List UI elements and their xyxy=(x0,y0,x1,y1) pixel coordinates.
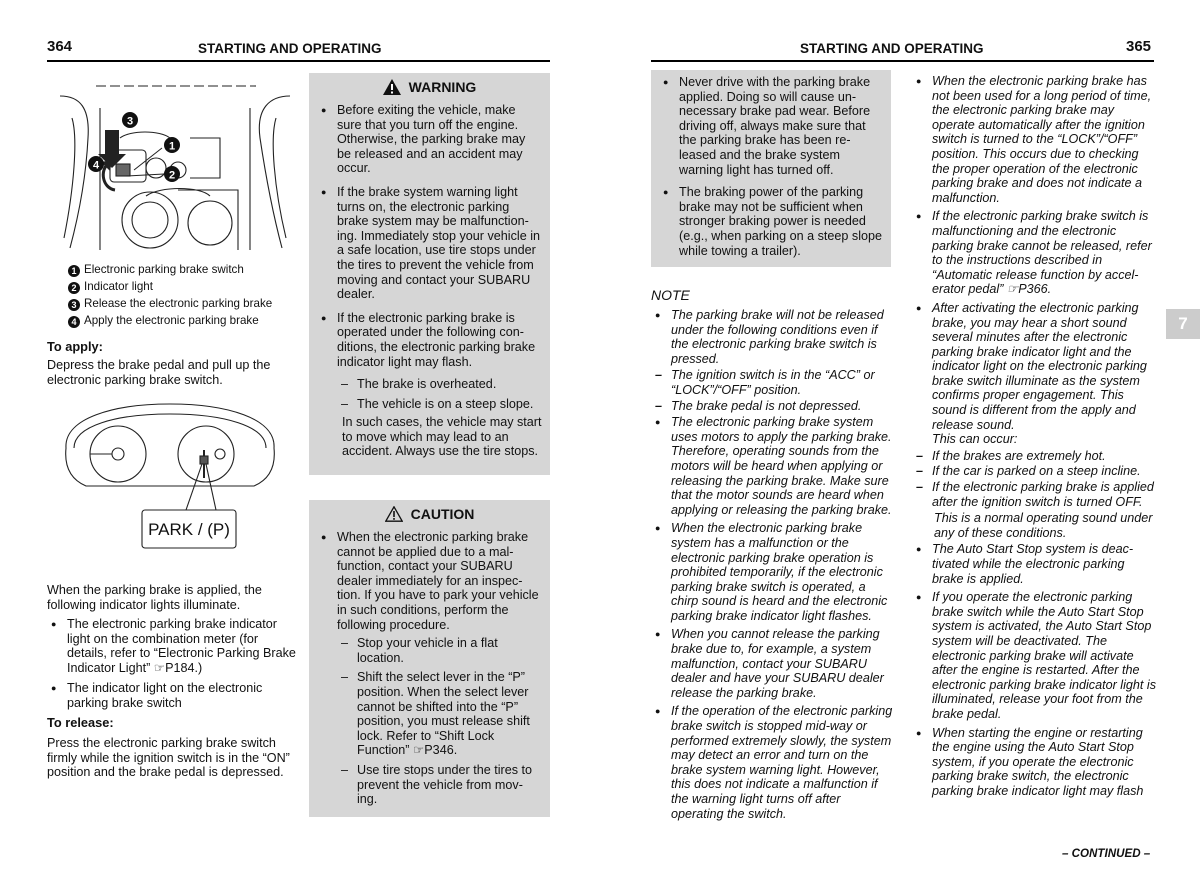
header-rule-right xyxy=(651,60,1154,62)
list-item: – Stop your vehicle in a flat location. xyxy=(337,636,542,665)
list-item: ● If the electronic parking brake is operated under the following con-ditions, the electronic parking brake indicator light may flash. xyxy=(317,311,542,369)
figure-callout-1 xyxy=(164,137,180,153)
park-indicator-label: PARK / (P) xyxy=(148,520,230,539)
figure-callout-2 xyxy=(164,166,180,182)
list-item: ● Never drive with the parking brake applied. Doing so will cause un-necessary brake pad wear. Before driving off, always make sure that the parking brake has been re-leased and the brake system warning light has turned off. xyxy=(659,75,883,177)
list-item: ● When the electronic parking brake system has a malfunction or the electronic parking brake operation is prohibited temporarily, if the electronic parking brake switch is operated, a chirp sound is heard and the electronic parking brake indicator light flashes. xyxy=(651,521,896,623)
warning-bullet-list xyxy=(309,99,550,369)
figure-legend xyxy=(68,262,272,330)
caution-bullet-list xyxy=(309,526,550,632)
list-item: ● When starting the engine or restarting the engine using the Auto Start Stop system, if you operate the electronic parking brake switch, the electronic parking brake indicator light may flash xyxy=(912,726,1157,799)
warning-box-continued xyxy=(651,70,891,267)
page-number-right: 365 xyxy=(1126,38,1152,55)
list-item: – Shift the select lever in the “P” position. When the select lever cannot be shifted into the “P” position, you must release shift lock. Refer to “Shift Lock Function” ☞P346. xyxy=(337,670,542,758)
list-item: ● The electronic parking brake system uses motors to apply the parking brake. Therefore, operating sounds from the motors will be heard when applying or releasing the parking brake. Make sure that the motor sounds are heard when applying or releasing the parking brake. xyxy=(651,415,896,517)
to-apply-text: Depress the brake pedal and pull up the electronic parking brake switch. xyxy=(47,358,271,387)
to-release-text: Press the electronic parking brake switch firmly while the ignition switch is in the “ON” position and the brake pedal is depressed. xyxy=(47,736,290,780)
caution-icon xyxy=(385,506,403,522)
list-item: ● If the electronic parking brake switch is malfunctioning and the electronic parking brake cannot be released, refer to the instructions described in “Automatic release function by accel-erator pedal” ☞P366. xyxy=(912,209,1157,297)
list-item: – The brake is overheated. xyxy=(337,377,542,392)
combination-meter-illustration xyxy=(54,398,286,558)
applied-text: When the parking brake is applied, the following indicator lights illuminate. xyxy=(47,583,262,612)
note-col2-list-b xyxy=(912,542,1157,798)
caution-title: CAUTION xyxy=(309,502,550,526)
list-item: ● When you cannot release the parking brake due to, for example, a system malfunction, contact your SUBARU dealer and have your SUBARU dealer release the parking brake. xyxy=(651,627,896,700)
note-column-2 xyxy=(912,74,1157,805)
to-apply-heading: To apply: xyxy=(47,339,103,354)
page-header-right: STARTING AND OPERATING xyxy=(800,41,984,56)
list-item: ● After activating the electronic parking brake, you may hear a short sound several minutes after the electronic parking brake indicator light and the indicator light on the electronic parking brake switch illuminate as the system confirms proper engagement. This sound is different from the apply and release sound. This can occur: xyxy=(912,301,1157,447)
legend-item: 1 Electronic parking brake switch xyxy=(68,262,272,279)
list-item: ● If you operate the electronic parking brake switch while the Auto Start Stop system is activated, the Auto Start Stop system will be deactivated. The electronic parking brake will activate after the engine is restarted. After the electronic parking brake indicator light is illuminated, release your foot from the brake pedal. xyxy=(912,590,1157,721)
warning-box xyxy=(309,73,550,475)
warning-title: WARNING xyxy=(309,75,550,99)
figure-callout-3 xyxy=(122,112,138,128)
continued-label: – CONTINUED – xyxy=(1062,847,1151,860)
svg-text:4: 4 xyxy=(92,159,100,172)
list-item: ● The indicator light on the electronic parking brake switch xyxy=(47,681,297,710)
list-item: – The ignition switch is in the “ACC” or “LOCK”/“OFF” position. xyxy=(651,368,896,397)
list-item: ● If the brake system warning light turns on, the electronic parking brake system may be malfunction-ing. Immediately stop your vehicle in a safe location, use tire stops under the tires to prevent the vehicle from moving and contact your SUBARU dealer. xyxy=(317,185,542,302)
list-item: ● If the operation of the electronic parking brake switch is stopped mid-way or performed extremely slowly, the system may detect an error and turn on the brake system warning light. However, this does not indicate a malfunction if the warning light turns off after operating the switch. xyxy=(651,704,896,821)
svg-text:2: 2 xyxy=(168,169,176,182)
legend-item: 3 Release the electronic parking brake xyxy=(68,296,272,313)
note-list-b xyxy=(651,415,896,821)
note-col2-dash-list xyxy=(912,449,1157,509)
list-item: ● The Auto Start Stop system is deac-tivated while the electronic parking brake is applied. xyxy=(912,542,1157,586)
list-item: – If the electronic parking brake is applied after the ignition switch is turned OFF. xyxy=(912,480,1157,509)
list-item: ● When the electronic parking brake cannot be applied due to a mal-function, contact your SUBARU dealer immediately for an inspec-tion. If you have to park your vehicle in such conditions, perform the following procedure. xyxy=(317,530,542,632)
warning-icon xyxy=(383,79,401,95)
applied-bullet-list xyxy=(47,617,297,717)
parking-brake-switch-illustration xyxy=(60,78,290,250)
note-section xyxy=(651,308,896,827)
list-item: – If the brakes are extremely hot. xyxy=(912,449,1157,464)
list-item: – The brake pedal is not depressed. xyxy=(651,399,896,414)
list-item: ● The braking power of the parking brake may not be sufficient when stronger braking power is needed (e.g., when parking on a steep slope while towing a trailer). xyxy=(659,185,883,258)
chapter-tab: 7 xyxy=(1166,309,1200,339)
svg-text:3: 3 xyxy=(126,115,134,128)
to-release-heading: To release: xyxy=(47,715,114,730)
page-header-left: STARTING AND OPERATING xyxy=(198,41,382,56)
warning-dash-list xyxy=(309,375,550,411)
legend-item: 2 Indicator light xyxy=(68,279,272,296)
page-number-left: 364 xyxy=(47,38,73,55)
warning-continued-list xyxy=(651,70,891,258)
note-title: NOTE xyxy=(651,287,690,303)
list-item: – Use tire stops under the tires to prevent the vehicle from mov-ing. xyxy=(337,763,542,807)
warning-after-text: In such cases, the vehicle may start to move which may lead to an accident. Always use the tire stops. xyxy=(342,415,542,459)
note-col2-list-a xyxy=(912,74,1157,447)
list-item: ● Before exiting the vehicle, make sure that you turn off the engine. Otherwise, the parking brake may be released and an accident may occur. xyxy=(317,103,542,176)
note-dash-list xyxy=(651,368,896,413)
legend-item: 4 Apply the electronic parking brake xyxy=(68,313,272,330)
svg-text:1: 1 xyxy=(168,140,176,153)
header-rule-left xyxy=(47,60,550,62)
list-item: ● The parking brake will not be released under the following conditions even if the electronic parking brake switch is pressed. xyxy=(651,308,896,366)
list-item: – If the car is parked on a steep incline. xyxy=(912,464,1157,479)
figure-callout-4 xyxy=(88,156,104,172)
note-list-a xyxy=(651,308,896,366)
list-item: ● The electronic parking brake indicator light on the combination meter (for details, refer to “Electronic Parking Brake Indicator Light” ☞P184.) xyxy=(47,617,297,675)
list-item: – The vehicle is on a steep slope. xyxy=(337,397,542,412)
caution-dash-list xyxy=(309,636,550,807)
caution-box xyxy=(309,500,550,817)
list-item: ● When the electronic parking brake has not been used for a long period of time, the electronic parking brake may operate automatically after the ignition switch is turned to the “LOCK”/“OFF” position. This occurs due to checking the proper operation of the electronic parking brake and does not indicate a malfunction. xyxy=(912,74,1157,205)
normal-sound-text: This is a normal operating sound under any of these conditions. xyxy=(934,511,1153,540)
